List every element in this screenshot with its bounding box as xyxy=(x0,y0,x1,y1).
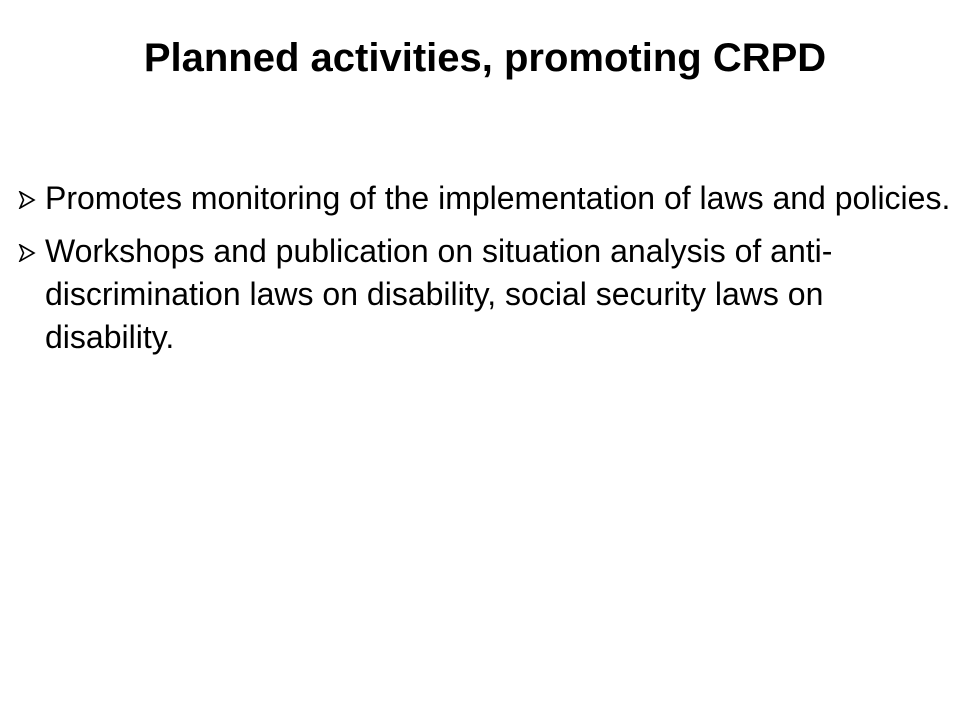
bullet-text: Promotes monitoring of the implementation of laws and policies. xyxy=(45,180,951,216)
bullet-list xyxy=(18,177,953,369)
slide-title: Planned activities, promoting CRPD xyxy=(143,36,827,80)
bullet-item xyxy=(18,230,953,359)
arrowhead-bullet-icon xyxy=(18,191,36,209)
bullet-item xyxy=(18,177,953,220)
arrowhead-bullet-icon xyxy=(18,244,36,262)
bullet-text: Workshops and publication on situation analysis of anti-discrimination laws on disability, social security laws on disability. xyxy=(45,233,833,355)
